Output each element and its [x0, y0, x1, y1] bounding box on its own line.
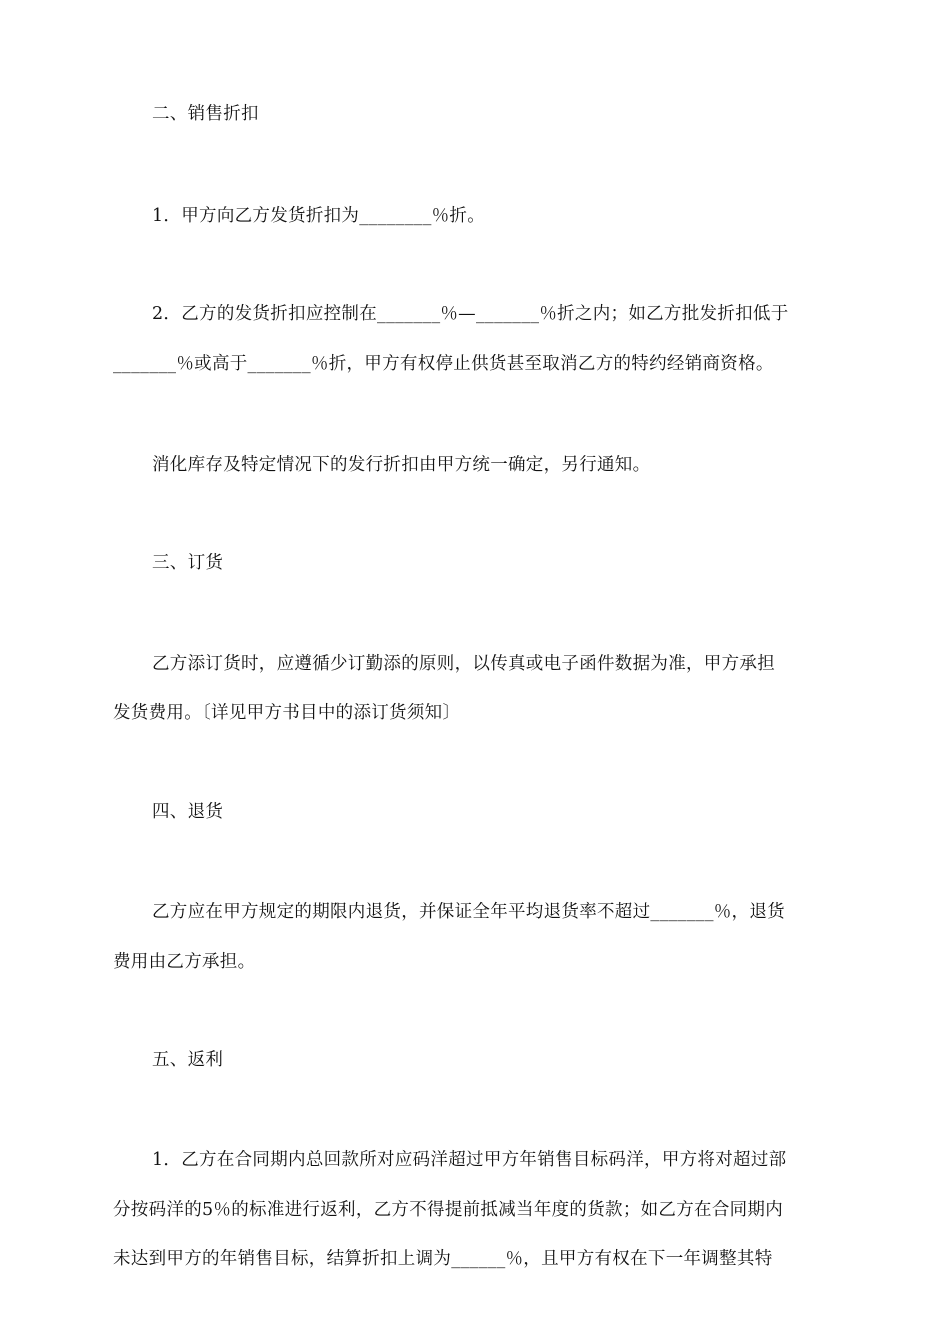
section-heading-returns: 四、退货 [152, 802, 224, 822]
section-heading-rebate: 五、返利 [152, 1050, 224, 1070]
paragraph-rebate-line1: 1．乙方在合同期内总回款所对应码洋超过甲方年销售目标码洋，甲方将对超过部 [152, 1150, 787, 1170]
paragraph-discount-range-line2: _______％或高于_______％折，甲方有权停止供货甚至取消乙方的特约经销商资格。 [113, 354, 774, 374]
section-heading-sales-discount: 二、销售折扣 [152, 104, 259, 124]
paragraph-delivery-discount: 1．甲方向乙方发货折扣为________％折。 [152, 206, 486, 226]
paragraph-discount-range-line1: 2．乙方的发货折扣应控制在_______％—_______％折之内；如乙方批发折扣低于 [152, 304, 789, 324]
paragraph-returns-line2: 费用由乙方承担。 [113, 952, 256, 972]
paragraph-special-discount: 消化库存及特定情况下的发行折扣由甲方统一确定，另行通知。 [152, 455, 651, 475]
paragraph-returns-line1: 乙方应在甲方规定的期限内退货，并保证全年平均退货率不超过_______％，退货 [152, 902, 785, 922]
paragraph-ordering-line1: 乙方添订货时，应遵循少订勤添的原则，以传真或电子函件数据为准，甲方承担 [152, 654, 775, 674]
section-heading-ordering: 三、订货 [152, 553, 224, 573]
paragraph-ordering-line2: 发货费用。〔详见甲方书目中的添订货须知〕 [113, 703, 461, 723]
paragraph-rebate-line3: 未达到甲方的年销售目标，结算折扣上调为______％，且甲方有权在下一年调整其特 [113, 1249, 773, 1269]
paragraph-rebate-line2: 分按码洋的5％的标准进行返利，乙方不得提前抵减当年度的货款；如乙方在合同期内 [113, 1200, 784, 1220]
